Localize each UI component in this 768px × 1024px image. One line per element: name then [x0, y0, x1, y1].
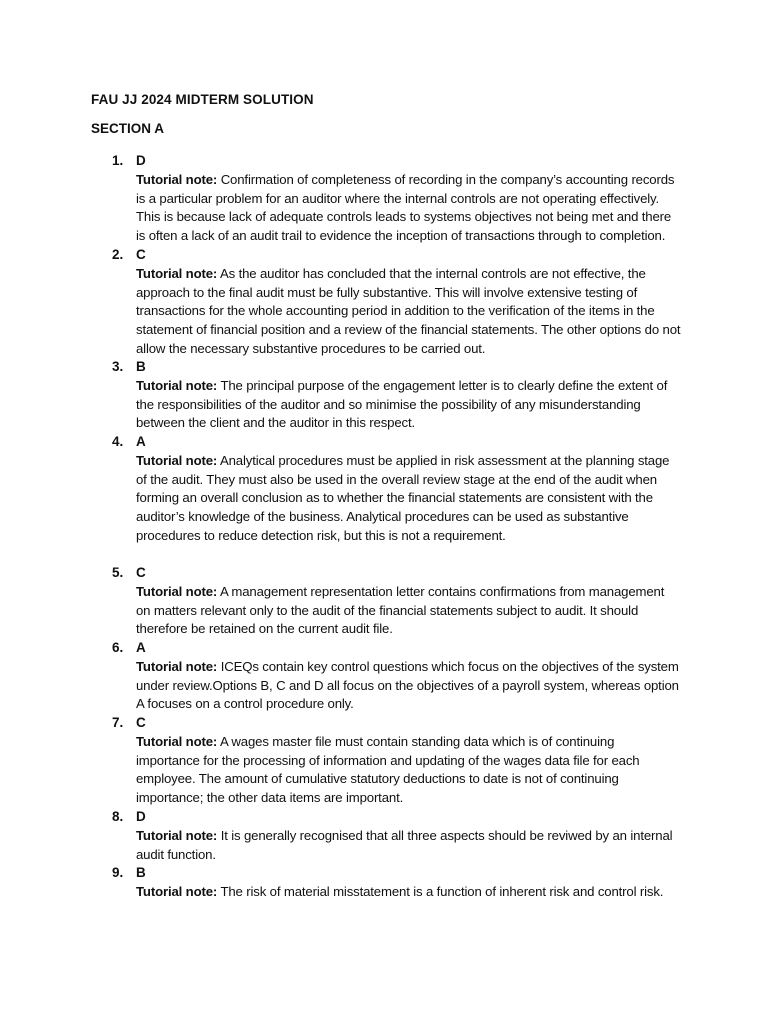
answer-letter: A — [136, 640, 146, 655]
answer-letter: B — [136, 865, 146, 880]
tutorial-note-text: The risk of material misstatement is a function of inherent risk and control risk. — [220, 883, 664, 899]
tutorial-note-label: Tutorial note: — [136, 658, 218, 674]
tutorial-note-text: The principal purpose of the engagement letter is to clearly define the extent of the responsibilities of the auditor and so minimise the possibility of any misunderstanding between the client and the auditor in this respect. — [136, 377, 668, 431]
tutorial-note-label: Tutorial note: — [136, 827, 218, 843]
question-number: 5. — [112, 565, 124, 580]
document-title: FAU JJ 2024 MIDTERM SOLUTION — [91, 92, 314, 107]
tutorial-note — [136, 883, 681, 902]
answer-letter: C — [136, 715, 146, 730]
answer-letter: C — [136, 247, 146, 262]
answer-letter: D — [136, 153, 146, 168]
tutorial-note — [136, 658, 681, 714]
tutorial-note-text: A management representation letter contains confirmations from management on matters relevant only to the audit of the financial statements subject to audit. It should therefore be retained on the current audit file. — [136, 583, 665, 637]
question-number: 7. — [112, 715, 124, 730]
tutorial-note-text: ICEQs contain key control questions which focus on the objectives of the system under review.Options B, C and D all focus on the objectives of a payroll system, whereas option A focuses on a control procedure only. — [136, 658, 679, 712]
question-number: 9. — [112, 865, 124, 880]
question-number: 1. — [112, 153, 124, 168]
tutorial-note — [136, 171, 681, 246]
tutorial-note — [136, 827, 681, 865]
question-number: 3. — [112, 359, 124, 374]
tutorial-note-label: Tutorial note: — [136, 171, 218, 187]
tutorial-note — [136, 733, 681, 808]
tutorial-note-text: It is generally recognised that all three aspects should be reviwed by an internal audit function. — [136, 827, 673, 862]
question-number: 2. — [112, 247, 124, 262]
answer-letter: D — [136, 809, 146, 824]
tutorial-note — [136, 265, 681, 359]
tutorial-note-label: Tutorial note: — [136, 265, 218, 281]
tutorial-note — [136, 452, 681, 546]
tutorial-note-label: Tutorial note: — [136, 733, 218, 749]
question-number: 8. — [112, 809, 124, 824]
question-number: 4. — [112, 434, 124, 449]
tutorial-note-label: Tutorial note: — [136, 583, 218, 599]
tutorial-note-text: Confirmation of completeness of recording in the company’s accounting records is a particular problem for an auditor where the internal controls are not operating effectively. This is because lack of adequate controls leads to systems objectives not being met and there is often a lack of an audit trail to evidence the inception of transactions through to completion. — [136, 171, 675, 244]
tutorial-note-text: Analytical procedures must be applied in risk assessment at the planning stage of the audit. They must also be used in the overall review stage at the end of the audit when forming an overall conclusion as to whether the financial statements are consistent with the auditor’s knowledge of the business. Analytical procedures can be used as substantive procedures to reduce detection risk, but this is not a requirement. — [136, 452, 670, 543]
tutorial-note-text: As the auditor has concluded that the internal controls are not effective, the approach to the final audit must be fully substantive. This will involve extensive testing of transactions for the whole accounting period in addition to the verification of the items in the statement of financial position and a review of the financial statements. The other options do not allow the necessary substantive procedures to be carried out. — [136, 265, 681, 356]
tutorial-note-text: A wages master file must contain standing data which is of continuing importance for the processing of information and updating of the wages data file for each employee. The amount of cumulative statutory deductions to date is not of continuing importance; the other data items are important. — [136, 733, 640, 806]
answer-letter: A — [136, 434, 146, 449]
tutorial-note-label: Tutorial note: — [136, 377, 218, 393]
tutorial-note — [136, 583, 681, 639]
tutorial-note-label: Tutorial note: — [136, 883, 218, 899]
answer-letter: B — [136, 359, 146, 374]
question-number: 6. — [112, 640, 124, 655]
answer-letter: C — [136, 565, 146, 580]
tutorial-note — [136, 377, 681, 433]
section-heading: SECTION A — [91, 121, 165, 136]
tutorial-note-label: Tutorial note: — [136, 452, 218, 468]
